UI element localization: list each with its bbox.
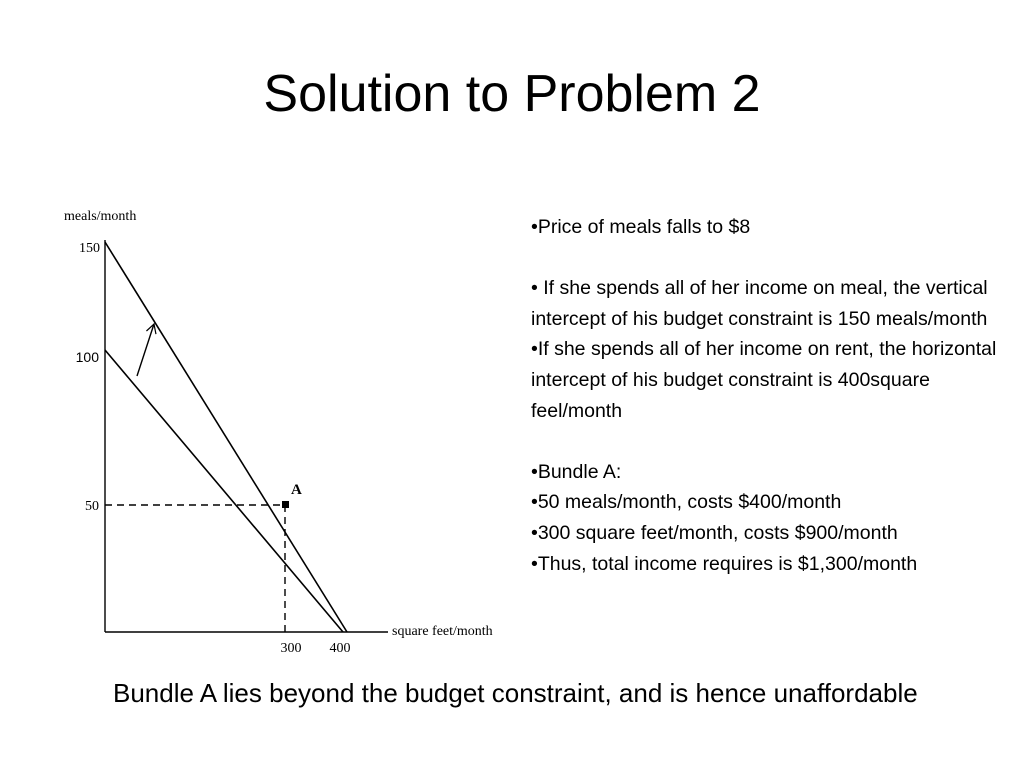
bundle-a-label: A [291,482,302,498]
bullet-price: •Price of meals falls to $8 [531,216,751,238]
bullet-spacer [531,243,1016,274]
bullet-total-income: •Thus, total income requires is $1,300/month [531,552,918,575]
x-tick-300: 300 [280,641,302,656]
x-tick-400: 400 [329,641,351,656]
bullet-space-cost: •300 square feet/month, costs $900/month [531,521,898,544]
slide-title: Solution to Problem 2 [263,65,761,123]
x-axis-label: square feet/month [392,624,493,639]
conclusion-text: Bundle A lies beyond the budget constraint, and is hence unaffordable [113,678,918,708]
budget-line-new [105,242,347,632]
bundle-a-point [282,501,289,508]
bullet-bundle-a: •Bundle A: [531,460,622,483]
y-tick-50: 50 [85,499,99,514]
y-axis-label: meals/month [64,209,137,224]
y-tick-150: 150 [79,241,100,256]
bullet-horizontal-intercept: •If she spends all of her income on rent, the horizontal intercept of his budget constraint is 400square feel/month [531,338,997,422]
rotation-arrow [137,324,154,376]
explanation-bullets [531,212,1016,579]
budget-line-original [105,350,343,632]
y-tick-100: 100 [75,349,99,365]
bullet-meals-cost: •50 meals/month, costs $400/month [531,491,842,514]
bullet-vertical-intercept: • If she spends all of her income on meal, the vertical intercept of his budget constraint is 150 meals/month [531,277,988,330]
bullet-spacer [531,426,1016,457]
